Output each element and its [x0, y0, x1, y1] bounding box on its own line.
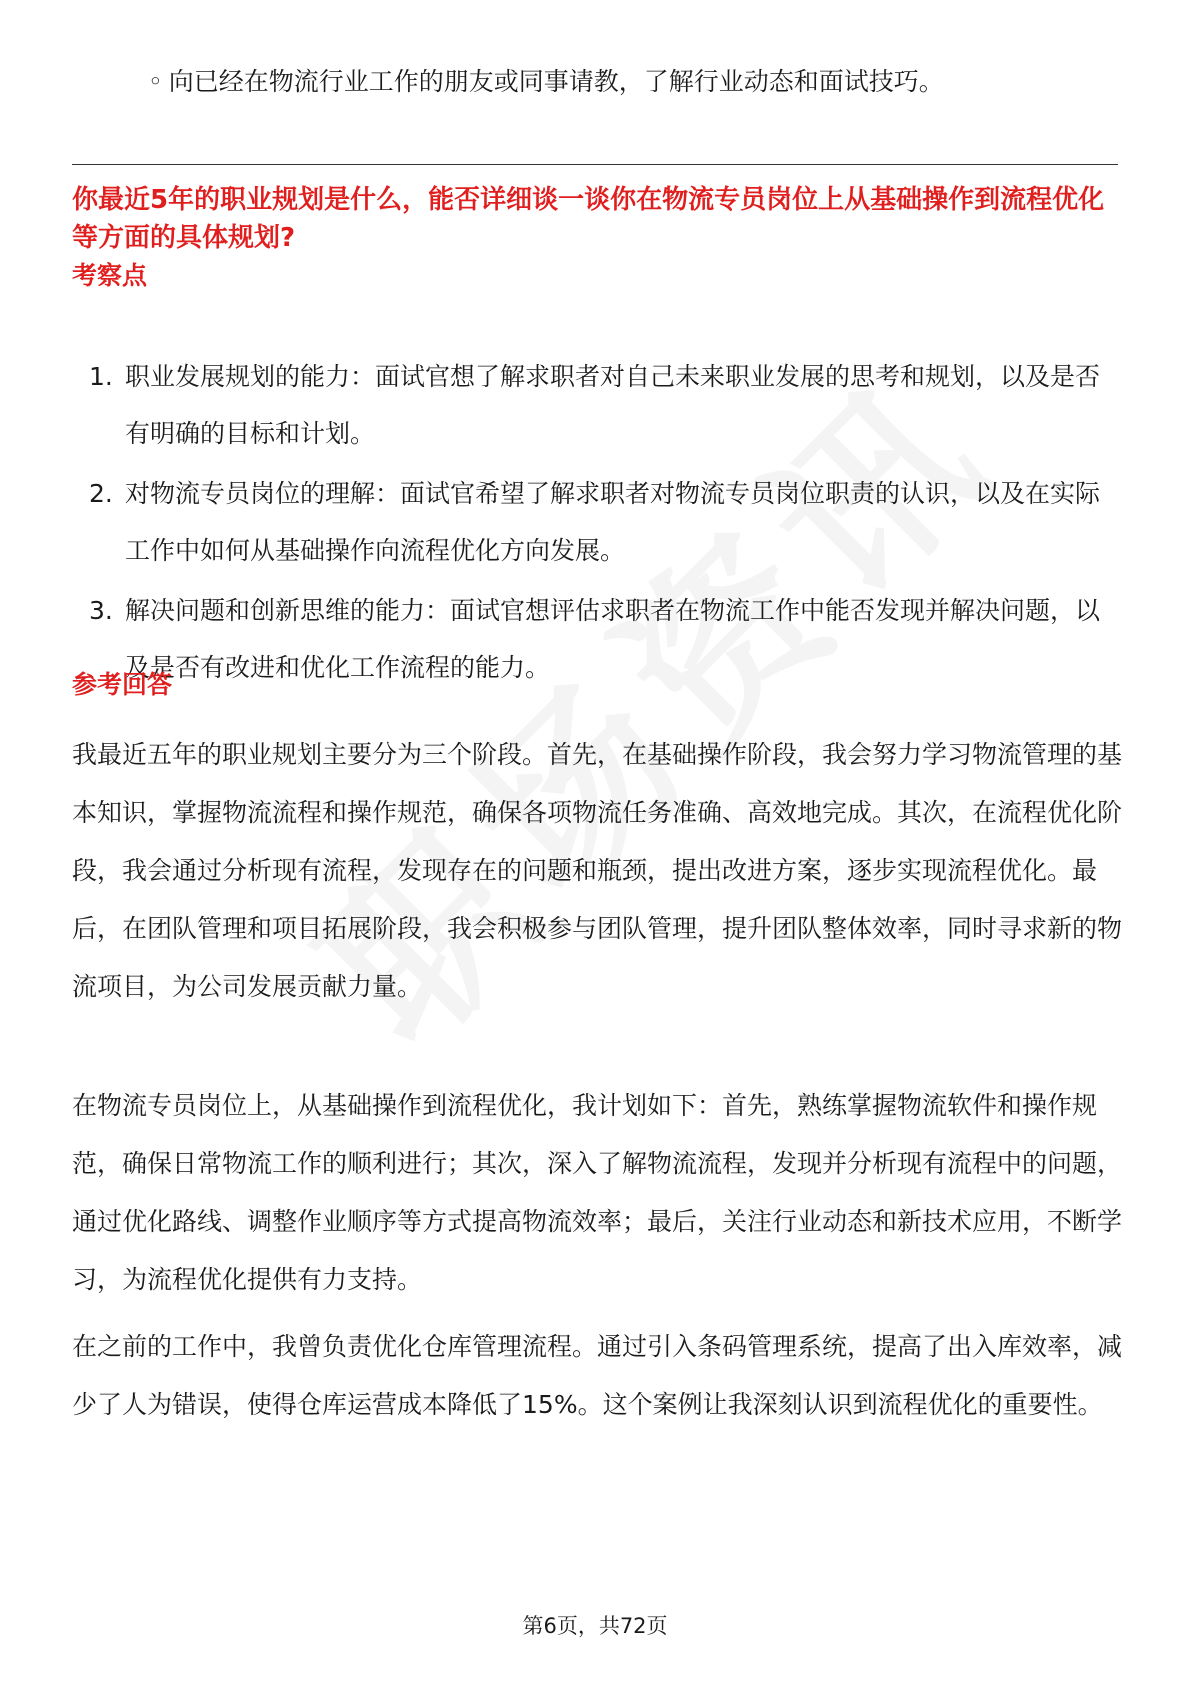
- focus-point-text: 对物流专员岗位的理解：面试官希望了解求职者对物流专员岗位职责的认识，以及在实际工作中如何从基础操作向流程优化方向发展。: [125, 479, 1101, 565]
- focus-section-title: 考察点: [72, 261, 148, 290]
- focus-point-text: 解决问题和创新思维的能力：面试官想评估求职者在物流工作中能否发现并解决问题，以及是否有改进和优化工作流程的能力。: [125, 596, 1101, 682]
- page-number-footer: 第6页，共72页: [522, 1614, 668, 1638]
- focus-point: [72, 582, 1122, 696]
- top-bullet-text: 向已经在物流行业工作的朋友或同事请教，了解行业动态和面试技巧。: [168, 67, 944, 96]
- focus-point-number: 3.: [89, 596, 113, 625]
- top-bullet-item: [148, 60, 944, 104]
- answer-paragraph: 在之前的工作中，我曾负责优化仓库管理流程。通过引入条码管理系统，提高了出入库效率，减少了人为错误，使得仓库运营成本降低了15%。这个案例让我深刻认识到流程优化的重要性。: [72, 1332, 1123, 1419]
- focus-point: [72, 465, 1122, 579]
- focus-point-number: 2.: [89, 479, 113, 508]
- question-heading: 你最近5年的职业规划是什么，能否详细谈一谈你在物流专员岗位上从基础操作到流程优化等方面的具体规划?: [72, 185, 1105, 253]
- answer-section-title: 参考回答: [72, 670, 173, 699]
- answer-paragraph: 在物流专员岗位上，从基础操作到流程优化，我计划如下：首先，熟练掌握物流软件和操作规范，确保日常物流工作的顺利进行；其次，深入了解物流流程，发现并分析现有流程中的问题，通过优化路线、调整作业顺序等方式提高物流效率；最后，关注行业动态和新技术应用，不断学习，为流程优化提供有力支持。: [72, 1091, 1123, 1294]
- answer-paragraph: 我最近五年的职业规划主要分为三个阶段。首先，在基础操作阶段，我会努力学习物流管理的基本知识，掌握物流流程和操作规范，确保各项物流任务准确、高效地完成。其次，在流程优化阶段，我会通过分析现有流程，发现存在的问题和瓶颈，提出改进方案，逐步实现流程优化。最后，在团队管理和项目拓展阶段，我会积极参与团队管理，提升团队整体效率，同时寻求新的物流项目，为公司发展贡献力量。: [72, 740, 1123, 1001]
- focus-point-text: 职业发展规划的能力：面试官想了解求职者对自己未来职业发展的思考和规划，以及是否有明确的目标和计划。: [125, 362, 1101, 448]
- section-divider: [72, 164, 1118, 165]
- focus-point: [72, 348, 1122, 462]
- hollow-bullet-icon: ◦: [148, 67, 163, 96]
- focus-points-list: [72, 348, 1122, 699]
- focus-point-number: 1.: [89, 362, 113, 391]
